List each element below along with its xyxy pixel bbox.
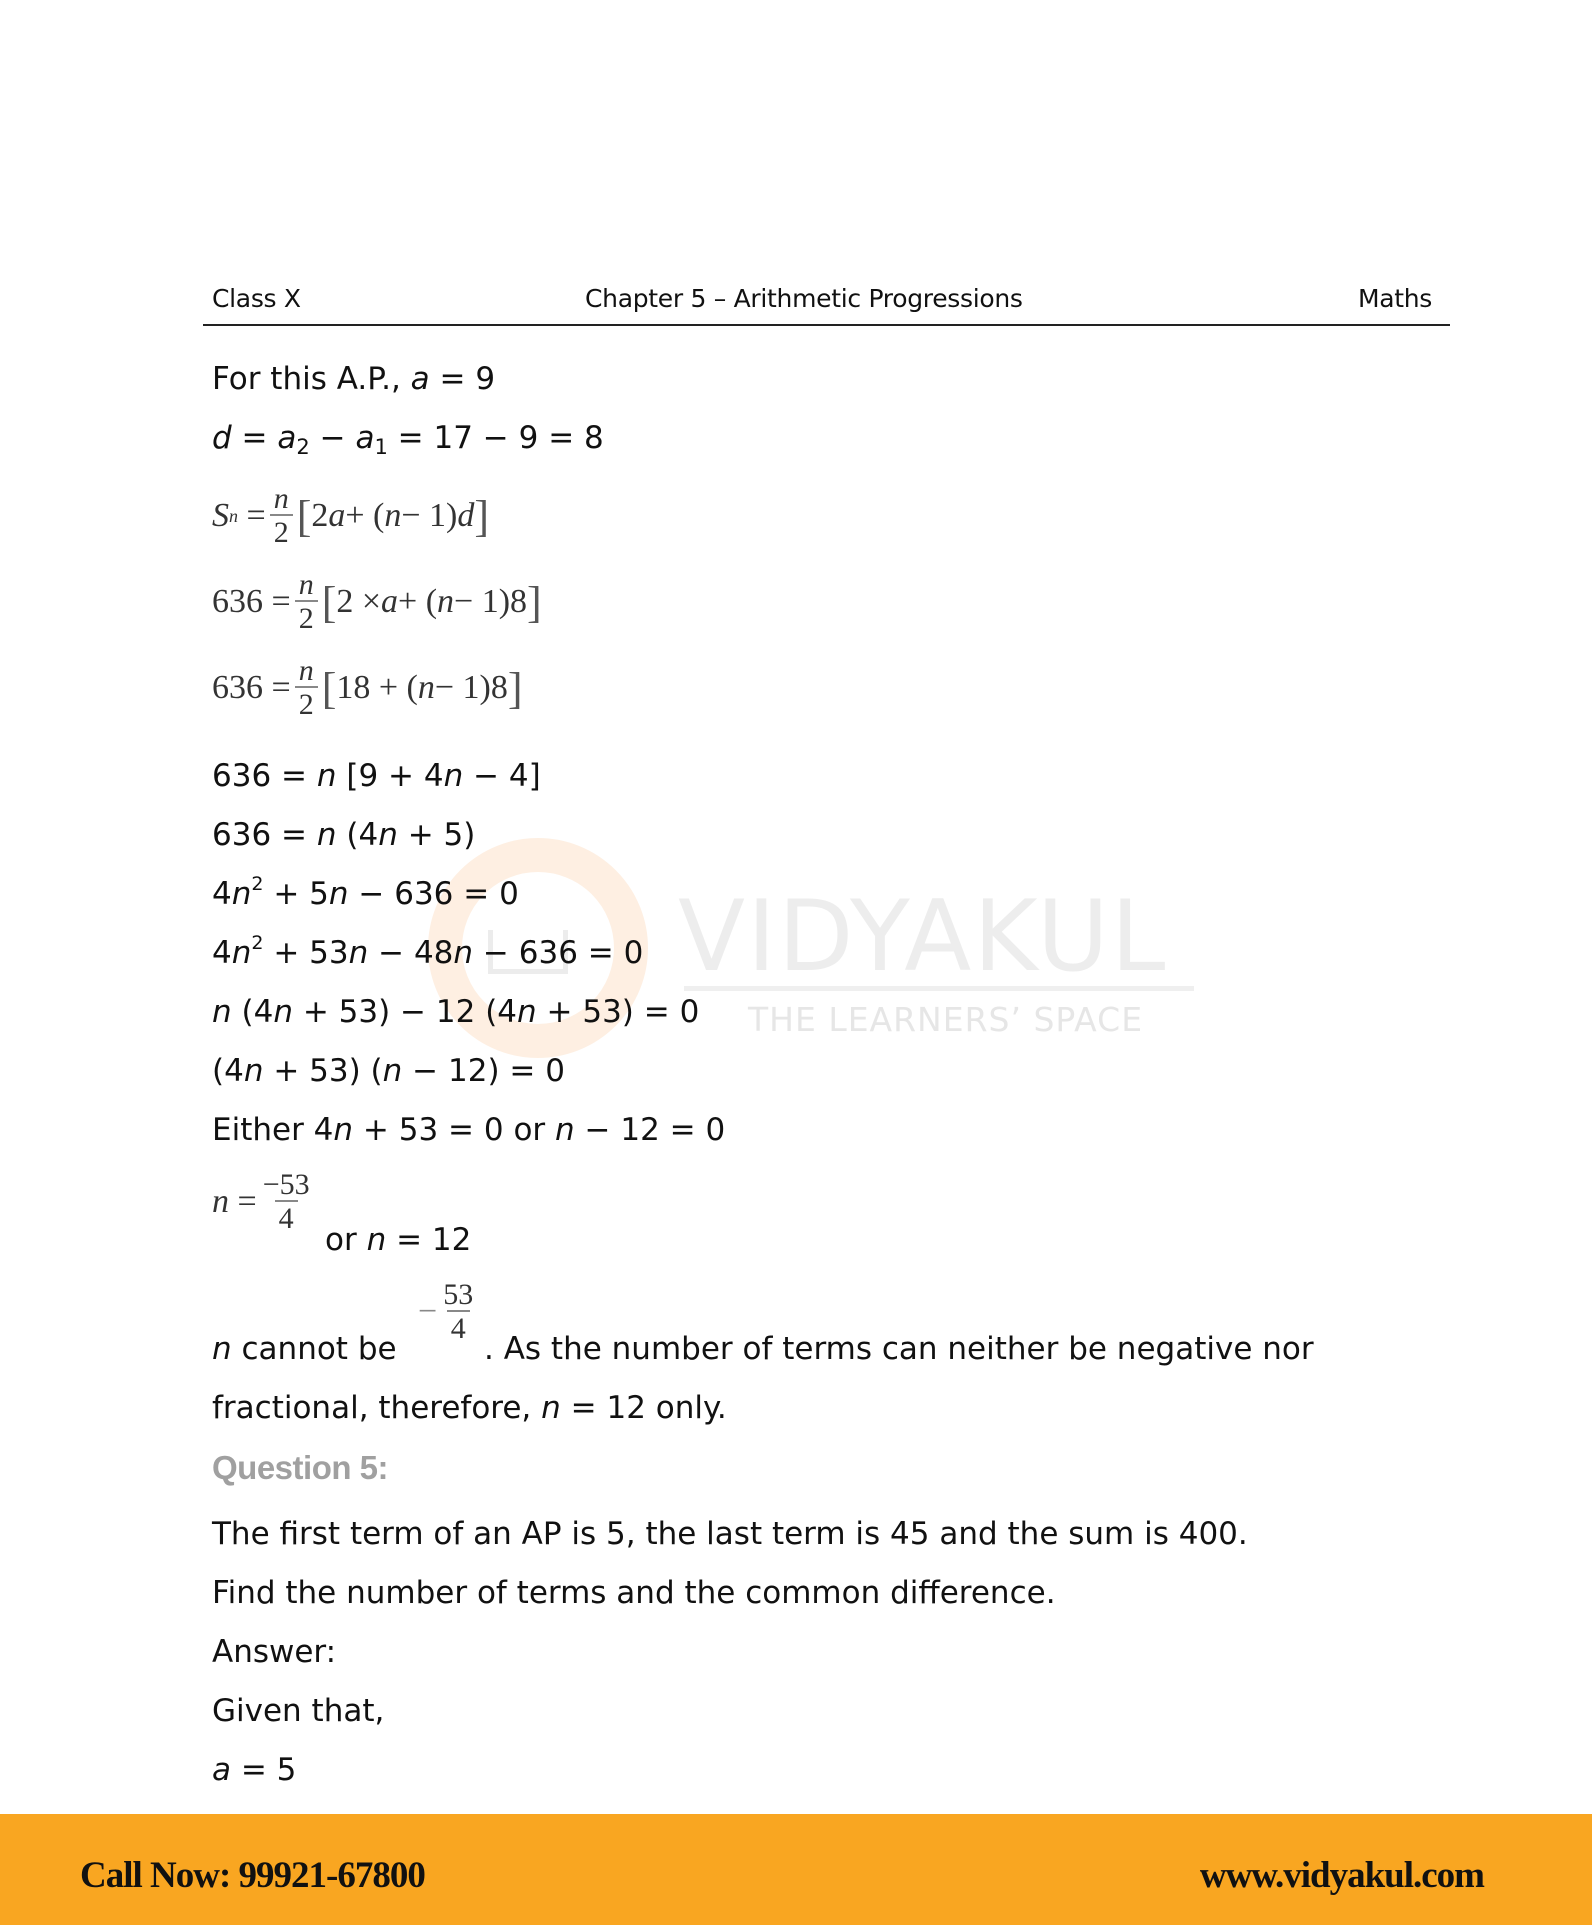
text-line: [212, 873, 519, 912]
var: a: [212, 1752, 231, 1788]
text: + (: [345, 497, 385, 534]
equation-substituted: [212, 570, 542, 634]
var: a: [381, 583, 399, 620]
header-class: Class X: [212, 284, 301, 313]
equation-simplified: [212, 656, 523, 720]
var: n: [437, 583, 455, 620]
text: =: [231, 420, 278, 456]
minus-sign: −: [418, 1293, 438, 1330]
text: [9 + 4: [336, 758, 444, 794]
text: −: [309, 420, 356, 456]
subscript: n: [229, 505, 238, 526]
var: n: [212, 994, 232, 1030]
var: n: [555, 1112, 575, 1148]
text-line: [212, 1390, 727, 1426]
text: Either 4: [212, 1112, 334, 1148]
text-line: [212, 817, 476, 853]
text: + 53) (: [263, 1053, 383, 1089]
text-line: [212, 758, 541, 794]
text-line: [325, 1222, 472, 1258]
bracket: [: [321, 663, 337, 713]
var: n: [348, 935, 369, 971]
denominator: 4: [275, 1200, 298, 1234]
text: = 17 − 9 = 8: [387, 420, 604, 456]
text: 636 =: [212, 817, 317, 853]
text: − 636 = 0: [473, 935, 644, 971]
text: + (: [398, 583, 438, 620]
text: = 9: [429, 361, 496, 397]
text-line: [212, 1112, 726, 1148]
text: + 53: [263, 935, 349, 971]
website-link[interactable]: www.vidyakul.com: [1199, 1855, 1484, 1896]
var: n: [384, 497, 402, 534]
text-line: [484, 1331, 1314, 1367]
text: = 5: [231, 1752, 297, 1788]
text: 636 =: [212, 758, 317, 794]
superscript: 2: [251, 873, 264, 895]
text: (4: [231, 994, 274, 1030]
var: n: [333, 1112, 354, 1148]
var: S: [212, 497, 229, 534]
text: 4: [212, 876, 232, 912]
text: 2: [311, 497, 329, 534]
text: For this A.P.,: [212, 361, 411, 397]
var: n: [328, 876, 349, 912]
text: = 12: [386, 1222, 472, 1258]
watermark-title: VIDYAKUL: [678, 880, 1168, 994]
given-label: Given that,: [212, 1693, 385, 1729]
var: n: [212, 1331, 232, 1367]
text-line: [212, 994, 700, 1030]
numerator: −53: [262, 1168, 310, 1201]
superscript: 2: [251, 932, 264, 954]
fraction: [295, 656, 318, 720]
var: n: [453, 935, 474, 971]
subscript: 1: [374, 435, 388, 459]
text: (4: [336, 817, 379, 853]
var: n: [541, 1390, 561, 1426]
header-chapter: Chapter 5 – Arithmetic Progressions: [585, 284, 1023, 313]
var: n: [231, 935, 252, 971]
footer-banner: [0, 1814, 1592, 1925]
subscript: 2: [296, 435, 310, 459]
text-line: [212, 1053, 565, 1089]
text: − 48: [368, 935, 454, 971]
bracket: ]: [507, 663, 523, 713]
bracket: ]: [527, 577, 542, 627]
fraction: [261, 1170, 312, 1234]
equation-sum-formula: [212, 484, 489, 548]
text: + 5: [263, 876, 329, 912]
var: a: [277, 420, 297, 456]
text: − 12 = 0: [574, 1112, 726, 1148]
var: n: [231, 876, 252, 912]
numerator: n: [298, 568, 314, 601]
denominator: 2: [295, 600, 318, 634]
answer-label: Answer:: [212, 1634, 337, 1670]
var: n: [366, 1222, 387, 1258]
watermark-rule: [684, 986, 1194, 991]
denominator: 2: [270, 514, 293, 548]
question-text: The first term of an AP is 5, the last term is 45 and the sum is 400.: [212, 1516, 1248, 1552]
denominator: 4: [447, 1310, 470, 1344]
text-line: [212, 420, 604, 459]
text: − 12) = 0: [402, 1053, 565, 1089]
var: n: [243, 1053, 264, 1089]
text: − 1)8: [434, 669, 508, 706]
var: n: [517, 994, 537, 1030]
text-line: [212, 1752, 297, 1788]
text: 636 =: [212, 583, 291, 620]
page-header: [203, 278, 1450, 326]
var: a: [410, 361, 430, 397]
text: 4: [212, 935, 232, 971]
bracket: [: [321, 577, 337, 627]
text: . As the number of terms can neither be negative nor: [484, 1331, 1314, 1367]
text: fractional, therefore,: [212, 1390, 542, 1426]
text: (4: [212, 1053, 244, 1089]
var: n: [417, 669, 435, 706]
denominator: 2: [295, 686, 318, 720]
var: d: [457, 497, 475, 534]
var: a: [328, 497, 346, 534]
text: + 5): [397, 817, 476, 853]
var: n: [382, 1053, 403, 1089]
fraction: [270, 484, 293, 548]
var: n: [378, 817, 398, 853]
text-line: [212, 1331, 397, 1367]
equals: =: [238, 497, 266, 534]
text: − 1): [401, 497, 458, 534]
equation-negative-fraction: [418, 1280, 479, 1344]
equation-roots: [212, 1170, 316, 1234]
text: or: [325, 1222, 367, 1258]
fraction: [295, 570, 318, 634]
fraction: [441, 1280, 475, 1344]
text: − 4]: [463, 758, 541, 794]
numerator: n: [273, 482, 289, 515]
text: = 12 only.: [560, 1390, 727, 1426]
question-text: Find the number of terms and the common difference.: [212, 1575, 1056, 1611]
numerator: n: [298, 654, 314, 687]
text: 2 ×: [336, 583, 382, 620]
header-subject: Maths: [1357, 284, 1432, 313]
text: + 53) − 12 (4: [292, 994, 518, 1030]
var: n: [443, 758, 464, 794]
equals: =: [229, 1183, 257, 1220]
var: d: [212, 420, 232, 456]
watermark-tagline: THE LEARNERS’ SPACE: [748, 1000, 1144, 1039]
text-line: [212, 361, 496, 397]
bracket: [: [296, 491, 312, 541]
text: cannot be: [231, 1331, 397, 1367]
text: 636 =: [212, 669, 291, 706]
text: + 53 = 0 or: [353, 1112, 556, 1148]
text: + 53) = 0: [536, 994, 700, 1030]
var: n: [212, 1183, 229, 1220]
text-line: [212, 932, 644, 971]
text: − 1)8: [454, 583, 528, 620]
var: n: [273, 994, 293, 1030]
call-now-text: Call Now: 99921-67800: [80, 1855, 425, 1896]
numerator: 53: [443, 1278, 474, 1311]
bracket: ]: [474, 491, 489, 541]
text: 18 + (: [336, 669, 418, 706]
question-heading: Question 5:: [212, 1449, 389, 1486]
text: − 636 = 0: [348, 876, 519, 912]
var: n: [316, 758, 337, 794]
var: a: [355, 420, 375, 456]
var: n: [316, 817, 337, 853]
